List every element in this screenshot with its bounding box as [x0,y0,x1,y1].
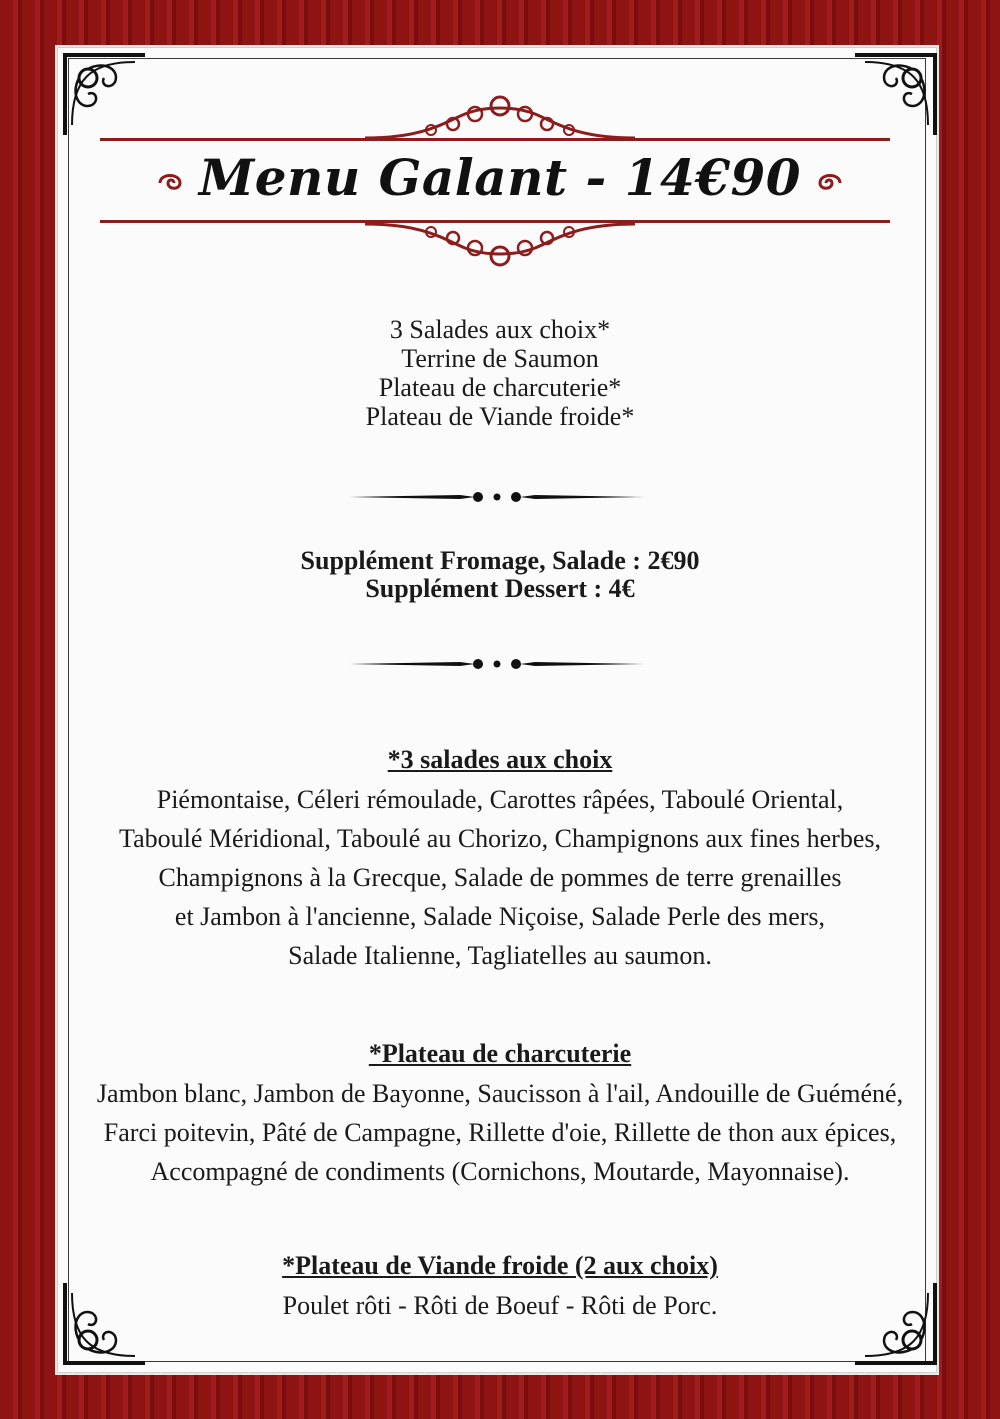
menu-title: Menu Galant - 14€90 [198,148,802,207]
supplement-line: Supplément Fromage, Salade : 2€90 [300,546,700,575]
section-title: *Plateau de charcuterie [368,1039,632,1068]
divider-ornament-icon [350,490,645,504]
scroll-ornament-icon [365,222,635,270]
section-title: *Plateau de Viande froide (2 aux choix) [282,1251,718,1280]
corner-ornament-icon [850,50,940,140]
section-line: Taboulé Méridional, Taboulé au Chorizo, Champignons aux fines herbes, [119,824,881,853]
corner-ornament-icon [60,50,150,140]
scroll-ornament-icon [365,92,635,140]
section-line: Jambon blanc, Jambon de Bayonne, Saucisson à l'ail, Andouille de Guéméné, [96,1079,904,1108]
section-viande-froide [0,1246,1000,1325]
section-line: Salade Italienne, Tagliatelles au saumon. [288,941,712,970]
section-line: et Jambon à l'ancienne, Salade Niçoise, Salade Perle des mers, [174,902,826,931]
section-line: Accompagné de condiments (Cornichons, Moutarde, Mayonnaise). [150,1157,850,1186]
supplement-line: Supplément Dessert : 4€ [365,574,635,603]
menu-item: Plateau de charcuterie* [378,373,622,402]
menu-items [0,315,1000,431]
section-line: Champignons à la Grecque, Salade de pommes de terre grenailles [158,863,842,892]
divider-ornament-icon [350,657,645,671]
supplements [0,547,1000,603]
menu-item: Terrine de Saumon [401,344,599,373]
section-line: Farci poitevin, Pâté de Campagne, Rillette d'oie, Rillette de thon aux épices, [103,1118,897,1147]
section-title: *3 salades aux choix [387,745,613,774]
section-charcuterie [0,1034,1000,1191]
menu-item: 3 Salades aux choix* [389,315,611,344]
section-line: Poulet rôti - Rôti de Boeuf - Rôti de Porc. [282,1291,718,1320]
menu-item: Plateau de Viande froide* [365,402,635,431]
section-line: Piémontaise, Céleri rémoulade, Carottes râpées, Taboulé Oriental, [156,785,844,814]
section-salades [0,740,1000,975]
